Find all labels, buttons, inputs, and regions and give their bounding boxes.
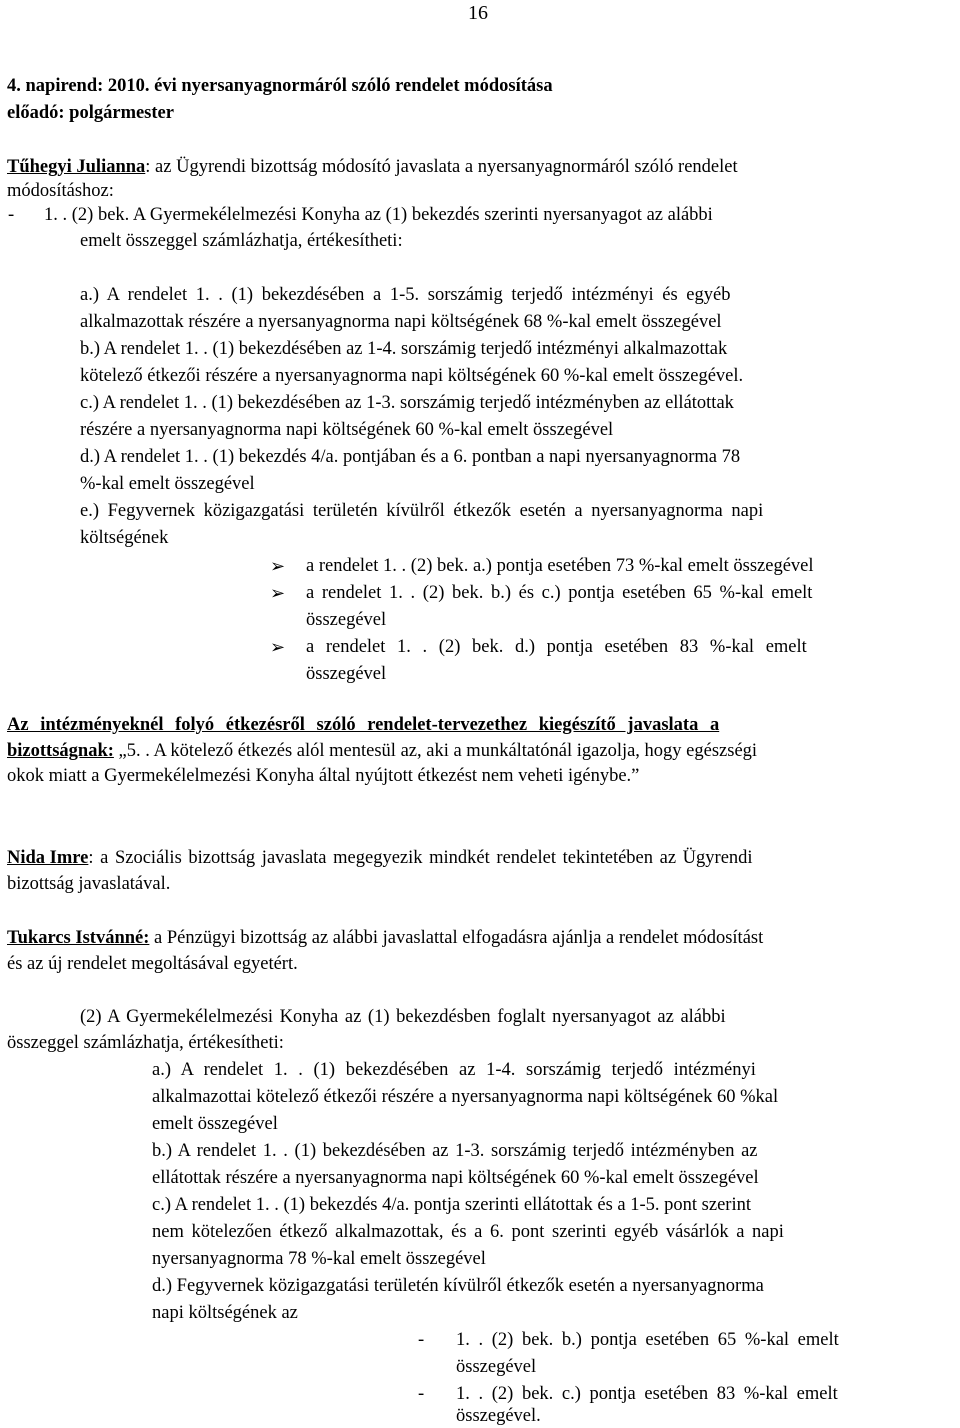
arrow-bullet-icon: ➢ <box>270 583 286 603</box>
bullet-1: a rendelet 1. . (2) bek. a.) pontja esetében 73 %-kal emelt összegével <box>306 556 814 576</box>
section2-intro-line1: (2) A Gyermekélelmezési Konyha az (1) bekezdésben foglalt nyersanyagot az alábbi <box>80 1007 726 1027</box>
tukarcs-line2: és az új rendelet megoltásával egyetért. <box>7 954 298 974</box>
page-number: 16 <box>468 2 488 24</box>
item-b-line1: b.) A rendelet 1. . (1) bekezdésében az 1-4. sorszámig terjedő intézményi alkalmazottak <box>80 339 728 359</box>
agenda-presenter: előadó: polgármester <box>7 103 174 123</box>
item-e-line1: e.) Fegyvernek közigazgatási területén kívülről étkezők esetén a nyersanyagnorma napi <box>80 501 764 521</box>
sub-item-1-line1: 1. . (2) bek. b.) pontja esetében 65 %-kal emelt <box>456 1330 839 1350</box>
item-c-line2: részére a nyersanyagnorma napi költségének 60 %-kal emelt összegével <box>80 420 614 440</box>
item-a-line2: alkalmazottak részére a nyersanyagnorma napi költségének 68 %-kal emelt összegével <box>80 312 722 332</box>
item-d-line1: d.) A rendelet 1. . (1) bekezdés 4/a. pontjában és a 6. pontban a napi nyersanyagnorma 78 <box>80 447 741 467</box>
item-line1: 1. . (2) bek. A Gyermekélelmezési Konyha az (1) bekezdés szerinti nyersanyagot az alábbi <box>44 205 713 225</box>
sub-dash: - <box>418 1384 425 1404</box>
item-e-line2: költségének <box>80 528 169 548</box>
item-a-line1: a.) A rendelet 1. . (1) bekezdésében a 1-5. sorszámig terjedő intézményi és egyéb <box>80 285 731 305</box>
nida-text: : a Szociális bizottság javaslata megegyezik mindkét rendelet tekintetében az Ügyrendi <box>88 848 753 868</box>
item-b-line2: kötelező étkezői részére a nyersanyagnorma napi költségének 60 %-kal emelt összegével. <box>80 366 744 386</box>
tuhegyi-line2: módosításhoz: <box>7 181 114 201</box>
bullet-3-line1: a rendelet 1. . (2) bek. d.) pontja esetében 83 %-kal emelt <box>306 637 807 657</box>
sub-item-2-line1: 1. . (2) bek. c.) pontja esetében 83 %-kal emelt <box>456 1384 838 1404</box>
speaker-name: Tukarcs Istvánné: <box>7 928 150 948</box>
nida-line2: bizottság javaslatával. <box>7 874 171 894</box>
proposal-heading-end: bizottságnak: <box>7 741 114 761</box>
s2-item-c-line1: c.) A rendelet 1. . (1) bekezdés 4/a. pontja szerinti ellátottak és a 1-5. pont szerint <box>152 1195 751 1215</box>
s2-item-d-line1: d.) Fegyvernek közigazgatási területén kívülről étkezők esetén a nyersanyagnorma <box>152 1276 764 1296</box>
section2-intro-line2: összeggel számlázhatja, értékesítheti: <box>7 1033 284 1053</box>
s2-item-a-line2: alkalmazottai kötelező étkezői részére a nyersanyagnorma napi költségének 60 %kal <box>152 1087 779 1107</box>
s2-item-c-line2: nem kötelezően étkező alkalmazottak, és a 6. pont szerinti egyéb vásárlók a napi <box>152 1222 784 1242</box>
s2-item-c-line3: nyersanyagnorma 78 %-kal emelt összegével <box>152 1249 486 1269</box>
tuhegyi-text: : az Ügyrendi bizottság módosító javaslata a nyersanyagnormáról szóló rendelet <box>145 157 738 177</box>
proposal-heading: Az intézményeknél folyó étkezésről szóló rendelet-tervezethez kiegészítő javaslata a <box>7 715 720 735</box>
bullet-2-line2: összegével <box>306 610 387 630</box>
bullet-2-line1: a rendelet 1. . (2) bek. b.) és c.) pontja esetében 65 %-kal emelt <box>306 583 813 603</box>
agenda-title: 4. napirend: 2010. évi nyersanyagnormáról szóló rendelet módosítása <box>7 76 553 96</box>
tukarcs-line1 <box>7 928 763 949</box>
item-d-line2: %-kal emelt összegével <box>80 474 255 494</box>
tukarcs-text: a Pénzügyi bizottság az alábbi javaslattal elfogadásra ajánlja a rendelet módosítást <box>149 928 764 948</box>
bullet-3-line2: összegével <box>306 664 387 684</box>
proposal-text: „5. . A kötelező étkezés alól mentesül az, aki a munkáltatónál igazolja, hogy egészségi <box>118 741 758 761</box>
tuhegyi-line1 <box>7 157 738 178</box>
proposal-line2: okok miatt a Gyermekélelmezési Konyha által nyújtott étkezést nem veheti igénybe.” <box>7 766 640 786</box>
nida-line1 <box>7 848 753 869</box>
item-line2: emelt összeggel számlázhatja, értékesítheti: <box>80 231 403 251</box>
s2-item-a-line3: emelt összegével <box>152 1114 278 1134</box>
list-dash: - <box>8 205 15 225</box>
s2-item-d-line2: napi költségének az <box>152 1303 298 1323</box>
s2-item-b-line1: b.) A rendelet 1. . (1) bekezdésében az 1-3. sorszámig terjedő intézményben az <box>152 1141 758 1161</box>
item-c-line1: c.) A rendelet 1. . (1) bekezdésében az 1-3. sorszámig terjedő intézményben az ellátottak <box>80 393 734 413</box>
arrow-bullet-icon: ➢ <box>270 637 286 657</box>
proposal-line1 <box>7 741 757 762</box>
speaker-name: Tűhegyi Julianna <box>7 157 146 177</box>
s2-item-b-line2: ellátottak részére a nyersanyagnorma napi költségének 60 %-kal emelt összegével <box>152 1168 759 1188</box>
arrow-bullet-icon: ➢ <box>270 556 286 576</box>
sub-item-2-line2: összegével. <box>456 1406 541 1426</box>
speaker-name: Nida Imre <box>7 848 89 868</box>
s2-item-a-line1: a.) A rendelet 1. . (1) bekezdésében az 1-4. sorszámig terjedő intézményi <box>152 1060 756 1080</box>
sub-dash: - <box>418 1330 425 1350</box>
sub-item-1-line2: összegével <box>456 1357 537 1377</box>
